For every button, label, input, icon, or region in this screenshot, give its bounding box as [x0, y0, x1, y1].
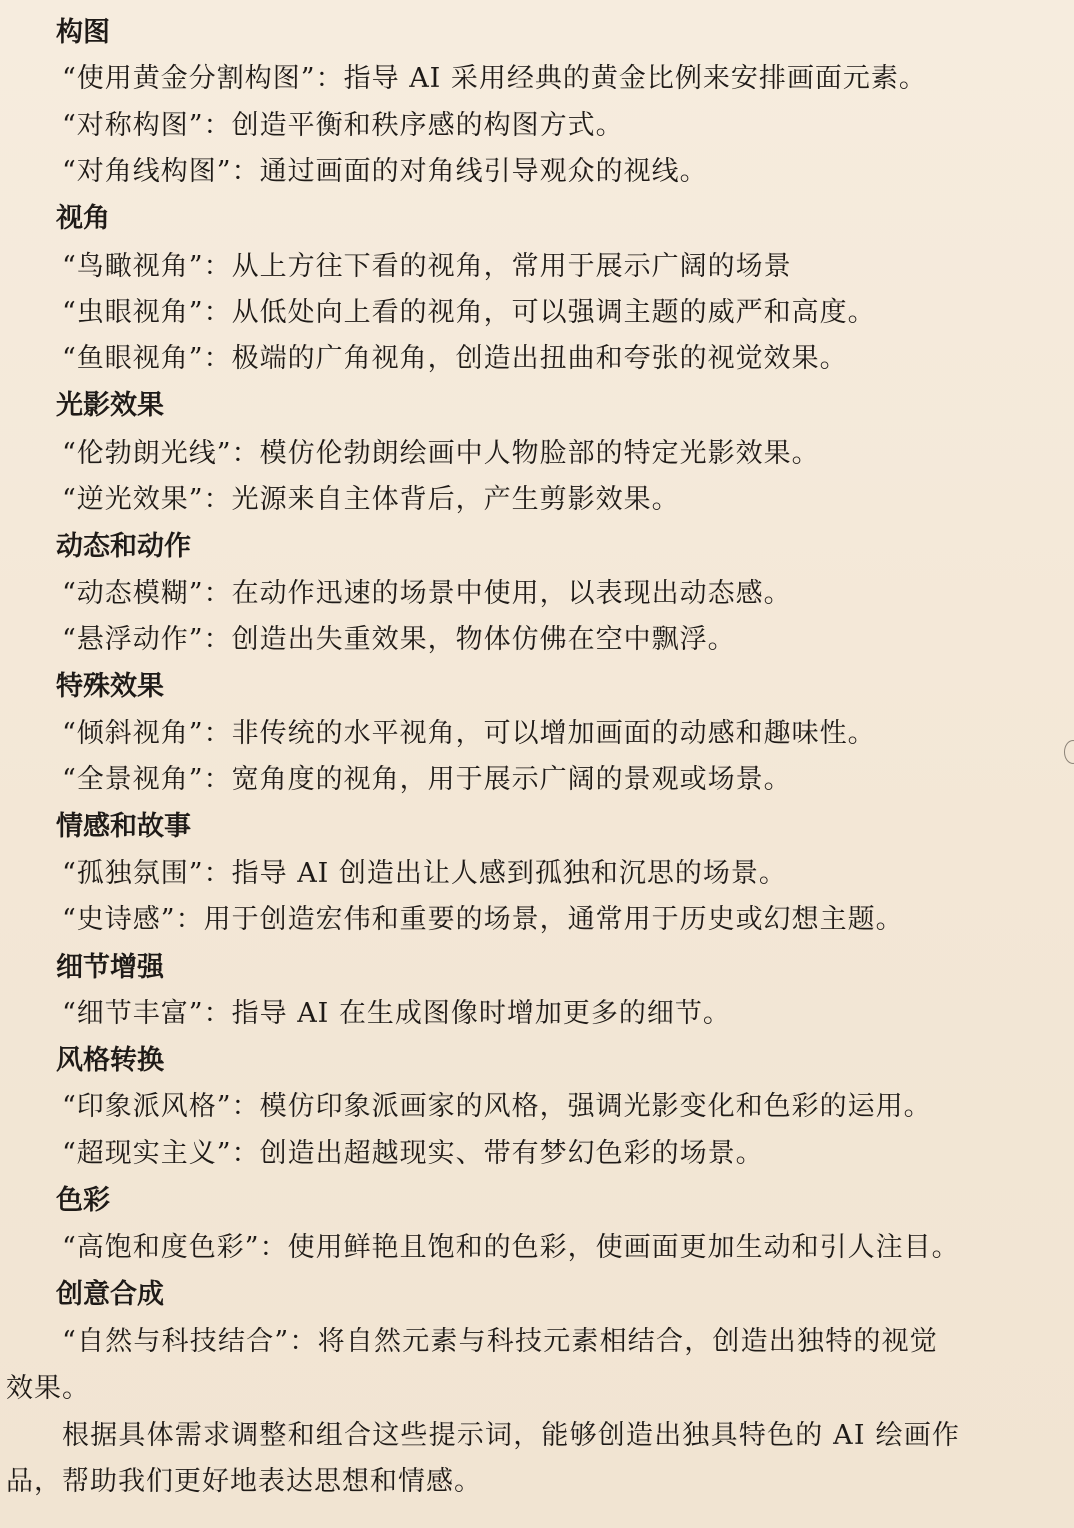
list-item: “倾斜视角”：非传统的水平视角，可以增加画面的动感和趣味性。 — [62, 718, 876, 749]
list-item: “伦勃朗光线”：模仿伦勃朗绘画中人物脸部的特定光影效果。 — [62, 438, 820, 469]
closing-paragraph-line: 根据具体需求调整和组合这些提示词，能够创造出独具特色的 AI 绘画作 — [62, 1420, 961, 1451]
list-item-continued: 效果。 — [6, 1373, 90, 1404]
list-item: “逆光效果”：光源来自主体背后，产生剪影效果。 — [62, 484, 680, 515]
list-item: “虫眼视角”：从低处向上看的视角，可以强调主题的威严和高度。 — [62, 297, 876, 328]
section-heading-perspective: 视角 — [56, 203, 110, 234]
list-item: “史诗感”：用于创造宏伟和重要的场景，通常用于历史或幻想主题。 — [62, 904, 904, 935]
list-item: “细节丰富”：指导 AI 在生成图像时增加更多的细节。 — [62, 998, 731, 1029]
section-heading-lighting: 光影效果 — [56, 390, 164, 421]
page-edge-ring-icon — [1064, 740, 1074, 764]
list-item: “自然与科技结合”：将自然元素与科技元素相结合，创造出独特的视觉 — [62, 1326, 939, 1357]
section-heading-style: 风格转换 — [56, 1045, 164, 1076]
section-heading-color: 色彩 — [56, 1185, 110, 1216]
list-item: “超现实主义”：创造出超越现实、带有梦幻色彩的场景。 — [62, 1138, 764, 1169]
list-item: “全景视角”：宽角度的视角，用于展示广阔的景观或场景。 — [62, 764, 792, 795]
list-item: “悬浮动作”：创造出失重效果，物体仿佛在空中飘浮。 — [62, 624, 736, 655]
list-item: “动态模糊”：在动作迅速的场景中使用，以表现出动态感。 — [62, 578, 792, 609]
list-item: “高饱和度色彩”：使用鲜艳且饱和的色彩，使画面更加生动和引人注目。 — [62, 1232, 960, 1263]
list-item: “鸟瞰视角”：从上方往下看的视角，常用于展示广阔的场景 — [62, 251, 792, 282]
section-heading-composition: 构图 — [56, 17, 110, 48]
list-item: “印象派风格”：模仿印象派画家的风格，强调光影变化和色彩的运用。 — [62, 1091, 932, 1122]
list-item: “对称构图”：创造平衡和秩序感的构图方式。 — [62, 110, 624, 141]
section-heading-motion: 动态和动作 — [56, 531, 191, 562]
list-item: “鱼眼视角”：极端的广角视角，创造出扭曲和夸张的视觉效果。 — [62, 343, 848, 374]
closing-paragraph-line: 品，帮助我们更好地表达思想和情感。 — [6, 1466, 482, 1497]
section-heading-emotion: 情感和故事 — [56, 811, 191, 842]
section-heading-detail: 细节增强 — [56, 952, 164, 983]
list-item: “孤独氛围”：指导 AI 创造出让人感到孤独和沉思的场景。 — [62, 858, 787, 889]
section-heading-creative: 创意合成 — [56, 1279, 164, 1310]
list-item: “使用黄金分割构图”：指导 AI 采用经典的黄金比例来安排画面元素。 — [62, 63, 927, 94]
list-item: “对角线构图”：通过画面的对角线引导观众的视线。 — [62, 156, 708, 187]
section-heading-special-effects: 特殊效果 — [56, 671, 164, 702]
